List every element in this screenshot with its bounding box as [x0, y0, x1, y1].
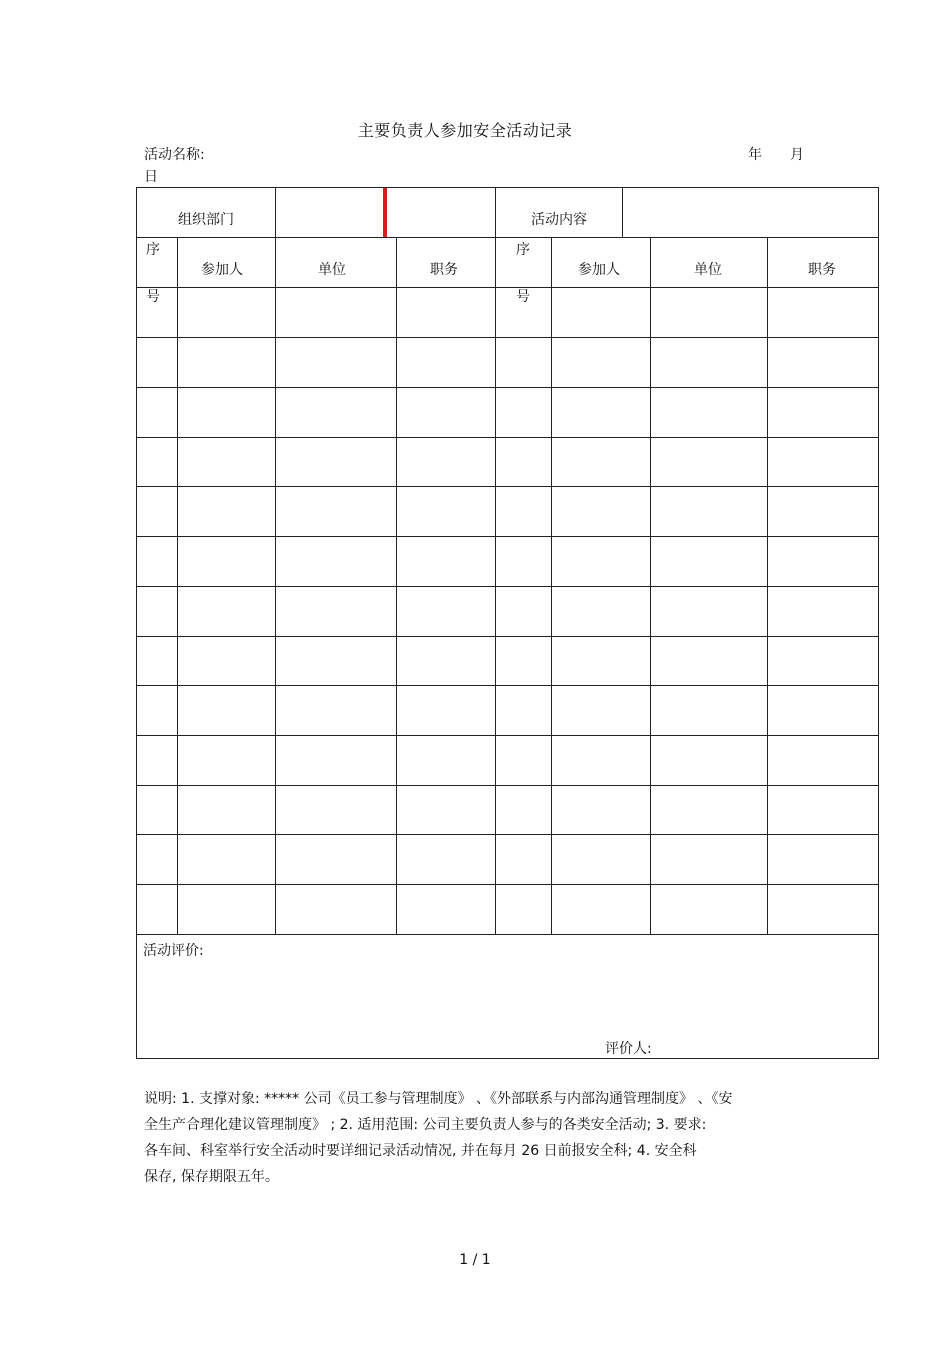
seq-label-right-bottom: 号 [516, 289, 530, 305]
activity-record-form [136, 187, 879, 1059]
red-marker [383, 188, 387, 237]
evaluation-label: 活动评价: [143, 943, 204, 959]
participant-header-right: 参加人 [578, 262, 620, 278]
note-line-3: 各车间、科室举行安全活动时要详细记录活动情况, 并在每月 26 日前报安全科; 4. 安全科 [144, 1143, 697, 1159]
position-header-left: 职务 [430, 262, 458, 278]
form-grid [136, 187, 879, 1059]
day-label: 日 [144, 169, 158, 185]
activity-content-label: 活动内容 [531, 212, 587, 228]
evaluation-text-area[interactable] [146, 962, 866, 1032]
evaluator-label: 评价人: [605, 1041, 652, 1057]
page-number: 1 / 1 [459, 1252, 491, 1268]
activity-content-value[interactable] [631, 207, 871, 229]
position-header-right: 职务 [808, 262, 836, 278]
seq-label-left-bottom: 号 [146, 289, 160, 305]
page-title: 主要负责人参加安全活动记录 [357, 121, 573, 140]
note-line-4: 保存, 保存期限五年。 [144, 1169, 279, 1185]
participant-header-left: 参加人 [201, 262, 243, 278]
org-dept-value[interactable] [282, 207, 372, 229]
activity-name-label: 活动名称: [144, 147, 205, 163]
month-label: 月 [790, 147, 804, 163]
year-label: 年 [748, 147, 762, 163]
seq-label-right: 序 [516, 242, 530, 258]
note-line-2: 全生产合理化建议管理制度》 ; 2. 适用范围: 公司主要负责人参与的各类安全活动; 3. 要求: [144, 1117, 707, 1133]
org-dept-label: 组织部门 [178, 212, 234, 228]
seq-label-left: 序 [146, 242, 160, 258]
unit-header-right: 单位 [694, 262, 722, 278]
note-line-1: 说明: 1. 支撑对象: ***** 公司《员工参与管理制度》 、《外部联系与内部沟通管理制度》 、《安 [144, 1091, 733, 1107]
unit-header-left: 单位 [318, 262, 346, 278]
notes-section [144, 1086, 804, 1190]
date-labels [748, 144, 804, 164]
